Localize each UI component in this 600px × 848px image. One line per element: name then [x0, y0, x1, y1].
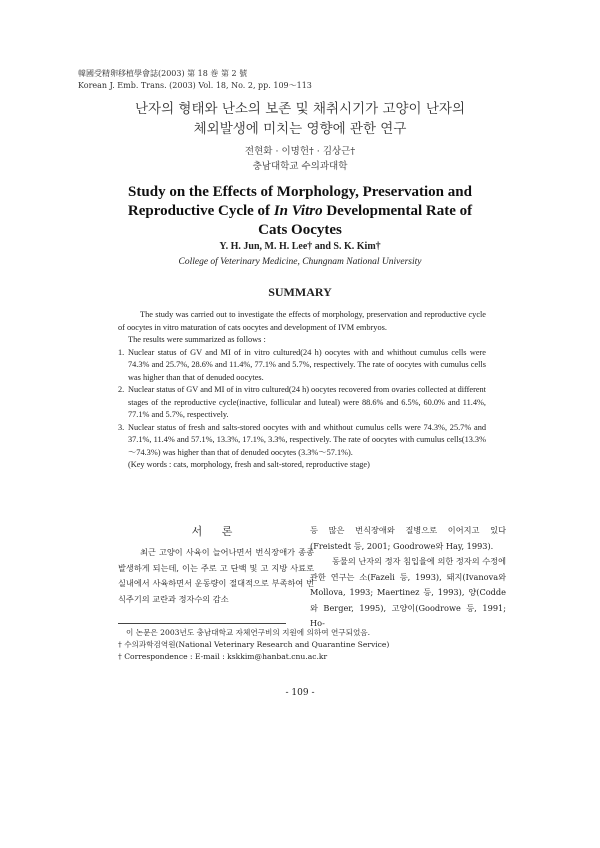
- intro-left-column: [118, 523, 314, 607]
- english-title-line-1: Study on the Effects of Morphology, Preservation and: [128, 184, 472, 200]
- korean-authors: 전현화 · 이명헌† · 김상근†: [244, 146, 356, 157]
- footnote-funding: 이 논문은 2003년도 충남대학교 자체연구비의 지원에 의하여 연구되었음.: [126, 628, 371, 637]
- intro-left-paragraph: 최근 고양이 사육이 늘어나면서 번식장애가 종종 발생하게 되는데, 이는 주로 고 단백 및 고 지방 사료로 실내에서 사육하면서 운동량이 절대적으로 부족하여 번식주기의 교란과 정자수의 감소: [118, 547, 314, 604]
- footnote-correspondence: † Correspondence : E-mail : kskkim@hanbat.cnu.ac.kr: [118, 652, 328, 661]
- summary-item: [118, 422, 486, 460]
- summary-item-text: Nuclear status of GV and MI of in vitro cultured(24 h) oocytes recovered from ovaries collected at different stages of the reproductive cycle(inactive, follicular and luteal) were 88.6% and 6.5%, 60.0% and 11.4%, 77.1% and 5.7%, respectively.: [128, 385, 486, 419]
- summary-item-number: 2.: [118, 385, 125, 394]
- intro-right-paragraph-1: 등 많은 번식장애와 질병으로 이어지고 있다(Freistedt 등, 2001; Goodrowe와 Hay, 1993).: [310, 525, 506, 551]
- summary-body: [118, 309, 486, 472]
- english-title-line-2-post: Developmental Rate of: [322, 203, 473, 219]
- english-title-in-vitro: In Vitro: [273, 203, 323, 219]
- summary-item-text: Nuclear status of fresh and salts-stored oocytes with and whithout cumulus cells were 74.3%, 25.7% and 37.1%, 11.4% and 57.1%, 13.3%, 17.1%, 3.3%, respectively. The rate of oocytes with cumulus cells(13.3%～74.3%) was higher than that of denuded oocytes (3.3%～57.1%).: [128, 422, 486, 457]
- summary-heading: SUMMARY: [268, 285, 332, 299]
- intro-right-column: [310, 523, 506, 632]
- journal-reference-korean: 韓國受精卵移植學會誌(2003) 第 18 巻 第 2 號: [78, 69, 248, 78]
- summary-item-text: Nuclear status of GV and MI of in vitro cultured(24 h) oocytes with and whithout cumulus cells were 74.3% and 25.7%, 28.6% and 11.4%, 77.1% and 5.7%, respectively. The rate of oocytes with cumulus cells was higher than that of denuded oocytes.: [128, 347, 486, 382]
- intro-heading: 서 론: [191, 525, 241, 538]
- journal-reference-english: Korean J. Emb. Trans. (2003) Vol. 18, No. 2, pp. 109～113: [78, 81, 312, 90]
- korean-title-line-2: 체외발생에 미치는 영향에 관한 연구: [193, 121, 407, 137]
- summary-item: [118, 347, 486, 385]
- summary-keywords: (Key words : cats, morphology, fresh and salt-stored, reproductive stage): [128, 460, 370, 469]
- footnote-affiliation: † 수의과학검역원(National Veterinary Research and Quarantine Service): [118, 640, 390, 649]
- korean-affiliation: 충남대학교 수의과대학: [252, 161, 348, 172]
- summary-item-number: 1.: [118, 347, 125, 357]
- summary-results-lead: The results were summarized as follows :: [128, 335, 266, 344]
- footnote-divider: [118, 623, 286, 624]
- english-title-line-3: Cats Oocytes: [258, 222, 342, 238]
- page-number: - 109 -: [285, 688, 315, 698]
- english-title-line-2: [0, 202, 600, 220]
- journal-reference: [78, 68, 312, 92]
- intro-right-paragraph-2: 동물의 난자의 정자 침입율에 의한 정자의 수정에 관한 연구는 소(Fazeli 등, 1993), 돼지(Ivanova와 Mollova, 1993; Maertinez 등, 1993), 양(Codde와 Berger, 1995), 고양이(Goodrowe 등, 1991; Ho-: [310, 556, 506, 628]
- english-authors: Y. H. Jun, M. H. Lee† and S. K. Kim†: [219, 241, 381, 252]
- summary-item: [118, 384, 486, 422]
- summary-item-number: 3.: [118, 422, 125, 432]
- english-title-line-2-pre: Reproductive Cycle of: [127, 203, 274, 219]
- korean-title-line-1: 난자의 형태와 난소의 보존 및 채취시기가 고양이 난자의: [135, 101, 465, 117]
- summary-intro: The study was carried out to investigate the effects of morphology, preservation and reproductive cycle of oocytes in vitro maturation of cats oocytes and development of IVM embryos.: [118, 310, 486, 332]
- english-affiliation: College of Veterinary Medicine, Chungnam National University: [178, 257, 422, 267]
